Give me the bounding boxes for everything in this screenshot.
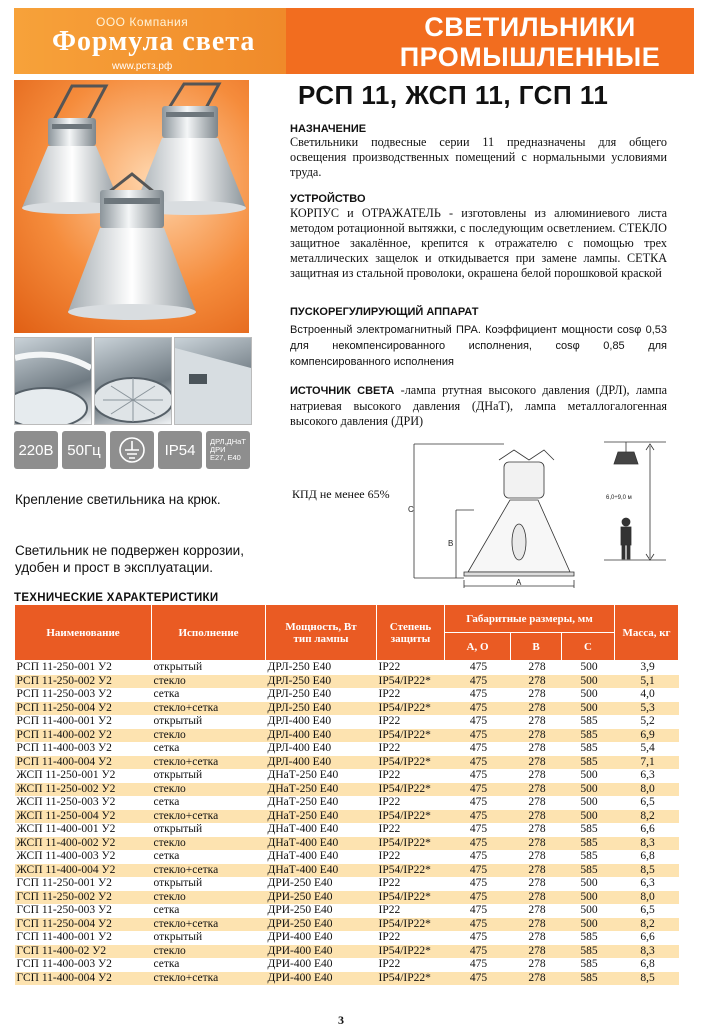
table-cell: 278 (511, 864, 562, 878)
table-cell: ДРИ-400 Е40 (266, 972, 377, 986)
spec-table (14, 604, 679, 985)
table-cell: 585 (562, 945, 615, 959)
table-cell: 8,0 (615, 891, 679, 905)
col-a-header: А, О (445, 633, 511, 661)
table-cell: ГСП 11-400-004 У2 (15, 972, 152, 986)
table-cell: IP54/IP22* (377, 864, 445, 878)
table-cell: 6,8 (615, 958, 679, 972)
table-cell: 475 (445, 756, 511, 770)
table-cell: 500 (562, 675, 615, 689)
table-cell: ДРИ-400 Е40 (266, 931, 377, 945)
table-cell: 5,3 (615, 702, 679, 716)
table-cell: 278 (511, 742, 562, 756)
table-cell: 585 (562, 742, 615, 756)
purpose-heading: НАЗНАЧЕНИЕ (290, 123, 367, 135)
table-cell: IP54/IP22* (377, 675, 445, 689)
table-cell: IP22 (377, 958, 445, 972)
table-cell: 475 (445, 810, 511, 824)
table-cell: 278 (511, 837, 562, 851)
device-text: КОРПУС и ОТРАЖАТЕЛЬ - изготовлены из алюминиевого листа методом ротационной вытяжки, с последующим осветлением. СТЕКЛО защитное закалённое, крепится к отражателю с помощью трех металлических защелок и откидывается при замене лампы. СЕТКА защитная из стальной проволоки, окрашена белой порошковой краской (290, 206, 667, 280)
table-cell: ДРИ-250 Е40 (266, 891, 377, 905)
table-cell: IP54/IP22* (377, 756, 445, 770)
table-cell: ГСП 11-400-003 У2 (15, 958, 152, 972)
table-cell: ДРЛ-250 Е40 (266, 675, 377, 689)
dim-label-a: A (516, 578, 522, 587)
table-cell: IP22 (377, 715, 445, 729)
table-row (15, 837, 679, 851)
table-cell: ДНаТ-250 Е40 (266, 810, 377, 824)
table-cell: ДРЛ-400 Е40 (266, 715, 377, 729)
thumbnail-grid (94, 337, 172, 425)
table-cell: 500 (562, 769, 615, 783)
table-cell: 500 (562, 702, 615, 716)
table-cell: 278 (511, 661, 562, 675)
table-cell: стекло+сетка (152, 810, 266, 824)
col-power-line1: Мощность, Вт (285, 620, 357, 633)
col-ip-line2: защиты (390, 632, 431, 645)
table-cell: IP54/IP22* (377, 702, 445, 716)
table-row (15, 769, 679, 783)
source-heading: ИСТОЧНИК СВЕТА (290, 385, 395, 397)
height-range-label: 6,0÷9,0 м (606, 495, 632, 501)
table-cell: 500 (562, 661, 615, 675)
ballast-text: Встроенный электромагнитный ПРА. Коэффициент мощности cosφ 0,53 для некомпенсированного исполнения, cosφ 0,85 для компенсированного исполнения (290, 324, 667, 368)
table-cell: 5,2 (615, 715, 679, 729)
luminaires-illustration (14, 80, 249, 333)
table-cell: 278 (511, 783, 562, 797)
tech-heading: ТЕХНИЧЕСКИЕ ХАРАКТЕРИСТИКИ (14, 592, 219, 604)
col-ip-line1: Степень (389, 620, 432, 633)
table-row (15, 675, 679, 689)
table-cell: 585 (562, 715, 615, 729)
source-block (290, 383, 667, 429)
table-cell: 475 (445, 918, 511, 932)
table-row (15, 783, 679, 797)
table-cell: 278 (511, 972, 562, 986)
table-row (15, 823, 679, 837)
table-cell: 475 (445, 823, 511, 837)
table-cell: 500 (562, 877, 615, 891)
table-cell: IP54/IP22* (377, 972, 445, 986)
table-cell: ДРИ-400 Е40 (266, 958, 377, 972)
table-cell: ЖСП 11-250-003 У2 (15, 796, 152, 810)
table-cell: ДРЛ-400 Е40 (266, 729, 377, 743)
table-cell: РСП 11-250-002 У2 (15, 675, 152, 689)
table-cell: сетка (152, 958, 266, 972)
table-cell: 8,0 (615, 783, 679, 797)
table-row (15, 972, 679, 986)
table-cell: стекло+сетка (152, 918, 266, 932)
table-cell: 278 (511, 958, 562, 972)
table-cell: IP22 (377, 877, 445, 891)
table-cell: открытый (152, 877, 266, 891)
table-cell: 278 (511, 796, 562, 810)
table-cell: 475 (445, 972, 511, 986)
table-cell: ГСП 11-400-02 У2 (15, 945, 152, 959)
thumbnail-open (14, 337, 92, 425)
table-cell: IP54/IP22* (377, 945, 445, 959)
spec-table-body (15, 661, 679, 986)
table-cell: 3,9 (615, 661, 679, 675)
table-cell: 500 (562, 783, 615, 797)
table-cell: 278 (511, 769, 562, 783)
table-cell: сетка (152, 904, 266, 918)
table-cell: 8,5 (615, 864, 679, 878)
table-cell: ДРЛ-250 Е40 (266, 661, 377, 675)
table-cell: IP54/IP22* (377, 729, 445, 743)
table-row (15, 661, 679, 675)
title-line-2: ПРОМЫШЛЕННЫЕ (399, 42, 661, 72)
table-row (15, 945, 679, 959)
table-cell: 500 (562, 688, 615, 702)
table-cell: 475 (445, 891, 511, 905)
table-cell: ДРИ-400 Е40 (266, 945, 377, 959)
table-cell: 278 (511, 688, 562, 702)
table-cell: IP22 (377, 796, 445, 810)
table-cell: 475 (445, 877, 511, 891)
corrosion-note-line2: удобен и прост в эксплуатации. (15, 560, 214, 575)
table-cell: IP54/IP22* (377, 837, 445, 851)
table-cell: ДРИ-250 Е40 (266, 904, 377, 918)
reflector-glass-icon (175, 338, 251, 424)
site-url[interactable]: www.рстз.рф (112, 61, 173, 72)
table-cell: стекло (152, 729, 266, 743)
table-cell: сетка (152, 850, 266, 864)
dim-label-c: C (408, 505, 414, 514)
table-cell: 278 (511, 904, 562, 918)
table-row (15, 742, 679, 756)
table-cell: IP22 (377, 850, 445, 864)
table-cell: стекло+сетка (152, 756, 266, 770)
frequency-badge: 50Гц (62, 431, 106, 469)
table-cell: 6,5 (615, 904, 679, 918)
table-cell: 585 (562, 729, 615, 743)
product-photo (14, 80, 249, 333)
table-cell: 585 (562, 756, 615, 770)
table-cell: ГСП 11-250-003 У2 (15, 904, 152, 918)
table-cell: 475 (445, 742, 511, 756)
table-cell: 278 (511, 702, 562, 716)
table-cell: ДРЛ-250 Е40 (266, 688, 377, 702)
table-cell: сетка (152, 796, 266, 810)
dim-label-b: B (448, 539, 454, 548)
brand-name: Формула света (52, 26, 256, 57)
table-cell: 5,4 (615, 742, 679, 756)
table-cell: РСП 11-400-002 У2 (15, 729, 152, 743)
corrosion-note-line1: Светильник не подвержен коррозии, (15, 543, 244, 558)
table-cell: ЖСП 11-250-001 У2 (15, 769, 152, 783)
table-cell: 278 (511, 756, 562, 770)
table-cell: ЖСП 11-400-001 У2 (15, 823, 152, 837)
table-cell: ДНаТ-400 Е40 (266, 823, 377, 837)
page-title (380, 12, 680, 72)
table-cell: 500 (562, 810, 615, 824)
table-cell: ДРИ-250 Е40 (266, 877, 377, 891)
voltage-badge: 220В (14, 431, 58, 469)
ip-badge: IP54 (158, 431, 202, 469)
table-cell: 5,1 (615, 675, 679, 689)
table-row (15, 931, 679, 945)
table-cell: 278 (511, 715, 562, 729)
table-cell: IP22 (377, 769, 445, 783)
col-mass-header: Масса, кг (615, 605, 679, 661)
table-cell: ЖСП 11-250-002 У2 (15, 783, 152, 797)
table-cell: ДНаТ-250 Е40 (266, 783, 377, 797)
mounting-height-drawing (600, 440, 670, 565)
table-cell: 475 (445, 864, 511, 878)
table-cell: 500 (562, 918, 615, 932)
table-cell: 585 (562, 823, 615, 837)
table-cell: открытый (152, 769, 266, 783)
table-cell: РСП 11-250-003 У2 (15, 688, 152, 702)
table-cell: 475 (445, 661, 511, 675)
table-row (15, 688, 679, 702)
table-cell: 6,3 (615, 877, 679, 891)
table-cell: ДНаТ-250 Е40 (266, 796, 377, 810)
table-cell: 8,3 (615, 837, 679, 851)
table-cell: открытый (152, 661, 266, 675)
table-cell: стекло (152, 891, 266, 905)
table-cell: ДНаТ-400 Е40 (266, 864, 377, 878)
table-cell: IP54/IP22* (377, 810, 445, 824)
ground-icon (117, 435, 147, 465)
table-row (15, 810, 679, 824)
table-cell: открытый (152, 823, 266, 837)
table-cell: 278 (511, 810, 562, 824)
table-cell: ЖСП 11-400-002 У2 (15, 837, 152, 851)
table-cell: 8,3 (615, 945, 679, 959)
table-row (15, 918, 679, 932)
title-line-1: СВЕТИЛЬНИКИ (424, 12, 636, 42)
table-row (15, 729, 679, 743)
table-row (15, 877, 679, 891)
table-cell: 475 (445, 904, 511, 918)
table-cell: ГСП 11-250-004 У2 (15, 918, 152, 932)
table-cell: ЖСП 11-400-004 У2 (15, 864, 152, 878)
ground-badge (110, 431, 154, 469)
table-cell: 475 (445, 783, 511, 797)
table-row (15, 864, 679, 878)
table-cell: 278 (511, 931, 562, 945)
table-cell: ДНаТ-250 Е40 (266, 769, 377, 783)
table-row (15, 756, 679, 770)
table-cell: открытый (152, 715, 266, 729)
table-cell: ГСП 11-250-001 У2 (15, 877, 152, 891)
col-power-header (266, 605, 377, 661)
table-cell: РСП 11-250-004 У2 (15, 702, 152, 716)
table-cell: 475 (445, 729, 511, 743)
table-cell: 6,9 (615, 729, 679, 743)
table-cell: 475 (445, 702, 511, 716)
table-cell: 585 (562, 931, 615, 945)
table-cell: ЖСП 11-250-004 У2 (15, 810, 152, 824)
table-cell: стекло+сетка (152, 972, 266, 986)
mount-note: Крепление светильника на крюк. (15, 492, 221, 507)
col-name-header: Наименование (15, 605, 152, 661)
table-cell: 475 (445, 769, 511, 783)
lamp-badge-line3: Е27, Е40 (210, 453, 241, 462)
col-dims-header: Габаритные размеры, мм (445, 605, 615, 633)
reflector-open-icon (15, 338, 91, 424)
table-cell: 475 (445, 796, 511, 810)
table-cell: РСП 11-400-001 У2 (15, 715, 152, 729)
series-title: РСП 11, ЖСП 11, ГСП 11 (298, 80, 609, 110)
table-cell: 475 (445, 715, 511, 729)
table-cell: ГСП 11-400-001 У2 (15, 931, 152, 945)
table-row (15, 796, 679, 810)
table-cell: стекло (152, 945, 266, 959)
table-cell: IP22 (377, 823, 445, 837)
table-cell: 278 (511, 850, 562, 864)
table-cell: 6,5 (615, 796, 679, 810)
table-cell: 278 (511, 945, 562, 959)
table-cell: ДРЛ-400 Е40 (266, 756, 377, 770)
dimension-drawing (404, 440, 584, 590)
col-ip-header (377, 605, 445, 661)
table-cell: ДРЛ-400 Е40 (266, 742, 377, 756)
reflector-grid-icon (95, 338, 171, 424)
table-cell: ДНаТ-400 Е40 (266, 850, 377, 864)
table-cell: ДНаТ-400 Е40 (266, 837, 377, 851)
table-row (15, 958, 679, 972)
table-row (15, 891, 679, 905)
table-cell: 278 (511, 877, 562, 891)
efficiency-text: КПД не менее 65% (292, 487, 390, 501)
table-cell: IP22 (377, 688, 445, 702)
table-cell: 6,6 (615, 823, 679, 837)
table-row (15, 850, 679, 864)
table-cell: 475 (445, 675, 511, 689)
table-cell: 475 (445, 837, 511, 851)
table-cell: РСП 11-250-001 У2 (15, 661, 152, 675)
table-cell: IP54/IP22* (377, 891, 445, 905)
page-number: 3 (338, 1013, 344, 1027)
table-cell: сетка (152, 688, 266, 702)
ballast-heading: ПУСКОРЕГУЛИРУЮЩИЙ АППАРАТ (290, 306, 479, 318)
col-b-header: В (511, 633, 562, 661)
table-cell: 585 (562, 837, 615, 851)
table-cell: 278 (511, 918, 562, 932)
table-cell: 475 (445, 850, 511, 864)
table-cell: IP54/IP22* (377, 918, 445, 932)
table-cell: 8,2 (615, 918, 679, 932)
table-cell: РСП 11-400-003 У2 (15, 742, 152, 756)
lamp-badge (206, 431, 250, 469)
table-cell: 475 (445, 931, 511, 945)
table-cell: 6,3 (615, 769, 679, 783)
table-row (15, 715, 679, 729)
source-text: -лампа ртутная высокого давления (ДРЛ), лампа натриевая высокого давления (ДНаТ), лампа металлогалогенная высокого давления (ДРИ) (290, 383, 667, 428)
table-cell: 278 (511, 891, 562, 905)
purpose-text: Светильники подвесные серии 11 предназначены для общего освещения производственных помещений с нормальными условиями труда. (290, 135, 667, 179)
table-cell: стекло (152, 837, 266, 851)
table-cell: IP22 (377, 931, 445, 945)
thumbnail-glass (174, 337, 252, 425)
table-cell: 475 (445, 945, 511, 959)
table-cell: 585 (562, 972, 615, 986)
lamp-badge-line2: ДРИ (210, 445, 226, 454)
table-cell: сетка (152, 742, 266, 756)
company-label: ООО Компания (96, 15, 189, 29)
table-cell: 585 (562, 850, 615, 864)
table-cell: 4,0 (615, 688, 679, 702)
table-cell: 500 (562, 904, 615, 918)
table-cell: 8,5 (615, 972, 679, 986)
table-cell: IP22 (377, 904, 445, 918)
lamp-badge-line1: ДРЛ,ДНаТ (210, 437, 246, 446)
table-cell: 278 (511, 729, 562, 743)
device-heading: УСТРОЙСТВО (290, 193, 366, 205)
table-cell: IP22 (377, 661, 445, 675)
table-cell: 585 (562, 958, 615, 972)
table-cell: стекло+сетка (152, 702, 266, 716)
table-cell: открытый (152, 931, 266, 945)
corrosion-note (15, 542, 244, 576)
table-cell: 500 (562, 796, 615, 810)
table-cell: ГСП 11-250-002 У2 (15, 891, 152, 905)
table-cell: 500 (562, 891, 615, 905)
table-cell: 6,8 (615, 850, 679, 864)
table-cell: стекло (152, 675, 266, 689)
table-cell: 6,6 (615, 931, 679, 945)
table-cell: 7,1 (615, 756, 679, 770)
table-cell: 475 (445, 958, 511, 972)
table-cell: 278 (511, 823, 562, 837)
table-cell: ЖСП 11-400-003 У2 (15, 850, 152, 864)
table-row (15, 702, 679, 716)
col-c-header: С (562, 633, 615, 661)
table-cell: 475 (445, 688, 511, 702)
table-cell: 8,2 (615, 810, 679, 824)
table-cell: стекло+сетка (152, 864, 266, 878)
table-cell: стекло (152, 783, 266, 797)
table-cell: ДРЛ-250 Е40 (266, 702, 377, 716)
table-cell: РСП 11-400-004 У2 (15, 756, 152, 770)
table-cell: IP54/IP22* (377, 783, 445, 797)
table-cell: 278 (511, 675, 562, 689)
col-version-header: Исполнение (152, 605, 266, 661)
table-cell: 585 (562, 864, 615, 878)
table-cell: IP22 (377, 742, 445, 756)
col-power-line2: тип лампы (293, 632, 349, 645)
table-row (15, 904, 679, 918)
table-cell: ДРИ-250 Е40 (266, 918, 377, 932)
